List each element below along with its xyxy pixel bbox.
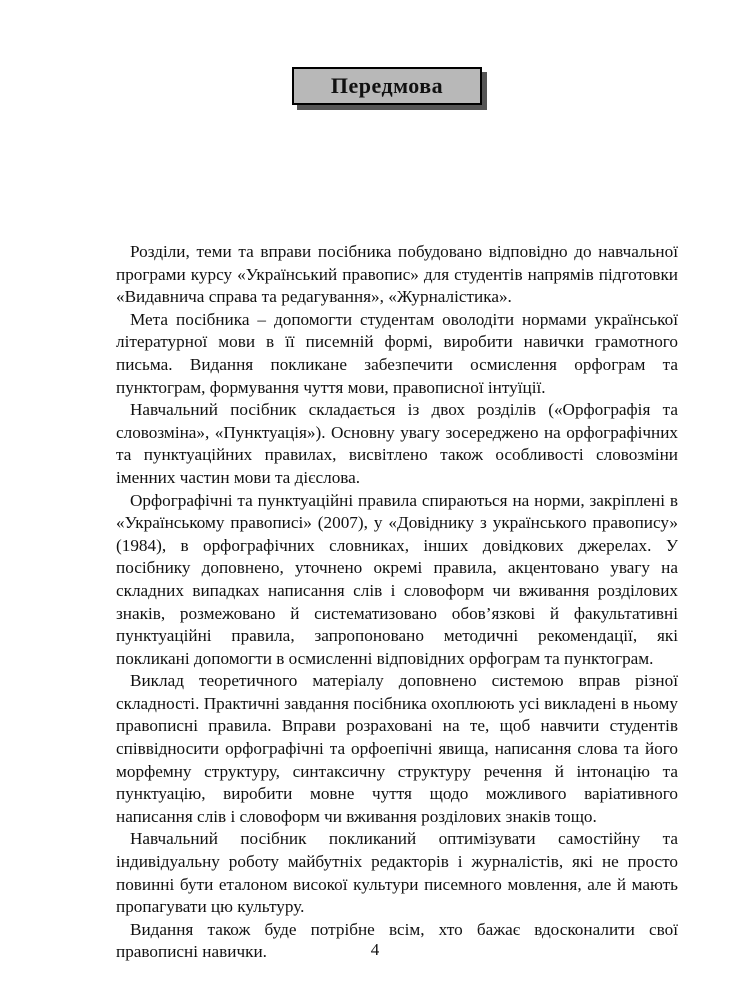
paragraph-2: Мета посібника – допомогти студентам оволодіти нормами української літературної мови в її писемній формі, виробити навички грамотного письма. Видання покликане забезпечити осмислення орфограм та пунктограм, формування чуття мови, правописної інтуїції. <box>116 309 678 397</box>
paragraph-4: Орфографічні та пунктуаційні правила спираються на норми, закріплені в «Українському правописі» (2007), у «Довіднику з українського правопису» (1984), в орфографічних словниках, інших довідкових джерелах. У посібнику доповнено, уточнено окремі правила, акцентовано увагу на складних випадках написання слів і словоформ чи вживання розділових знаків, розмежовано й систематизовано обов’язкові й факультативні пунктуаційні правила, запропоновано методичні рекомендації, які покликані допомогти в осмисленні відповідних орфограм та пунктограм. <box>116 490 678 668</box>
body-text <box>116 241 678 964</box>
paragraph-1: Розділи, теми та вправи посібника побудовано відповідно до навчальної програми курсу «Український правопис» для студентів напрямів підготовки «Видавнича справа та редагування», «Журналістика». <box>116 242 678 307</box>
paragraph-5: Виклад теоретичного матеріалу доповнено системою вправ різної складності. Практичні завдання посібника охоплюють усі викладені в ньому правописні правила. Вправи розраховані на те, щоб навчити студентів співвідносити орфографічні та орфоепічні явища, написання слова та його морфемну структуру, синтаксичну структуру речення й інтонацію та пунктуацію, виробити мовне чуття щодо можливого варіативного написання слів і словоформ чи вживання розділових знаків тощо. <box>116 671 678 826</box>
paragraph-6: Навчальний посібник покликаний оптимізувати самостійну та індивідуальну роботу майбутніх редакторів і журналістів, які не просто повинні бути еталоном високої культури писемного мовлення, але й мають пропагувати цю культуру. <box>116 829 678 917</box>
heading-box <box>292 67 482 105</box>
page-heading: Передмова <box>330 73 444 98</box>
page-number: 4 <box>370 940 380 959</box>
paragraph-7: Видання також буде потрібне всім, хто бажає вдосконалити свої правописні навички. <box>116 919 678 962</box>
paragraph-3: Навчальний посібник складається із двох розділів («Орфографія та словозміна», «Пунктуація»). Основну увагу зосереджено на орфографічних та пунктуаційних правилах, висвітлено також особливості словозміни іменних частин мови та дієслова. <box>116 400 678 487</box>
